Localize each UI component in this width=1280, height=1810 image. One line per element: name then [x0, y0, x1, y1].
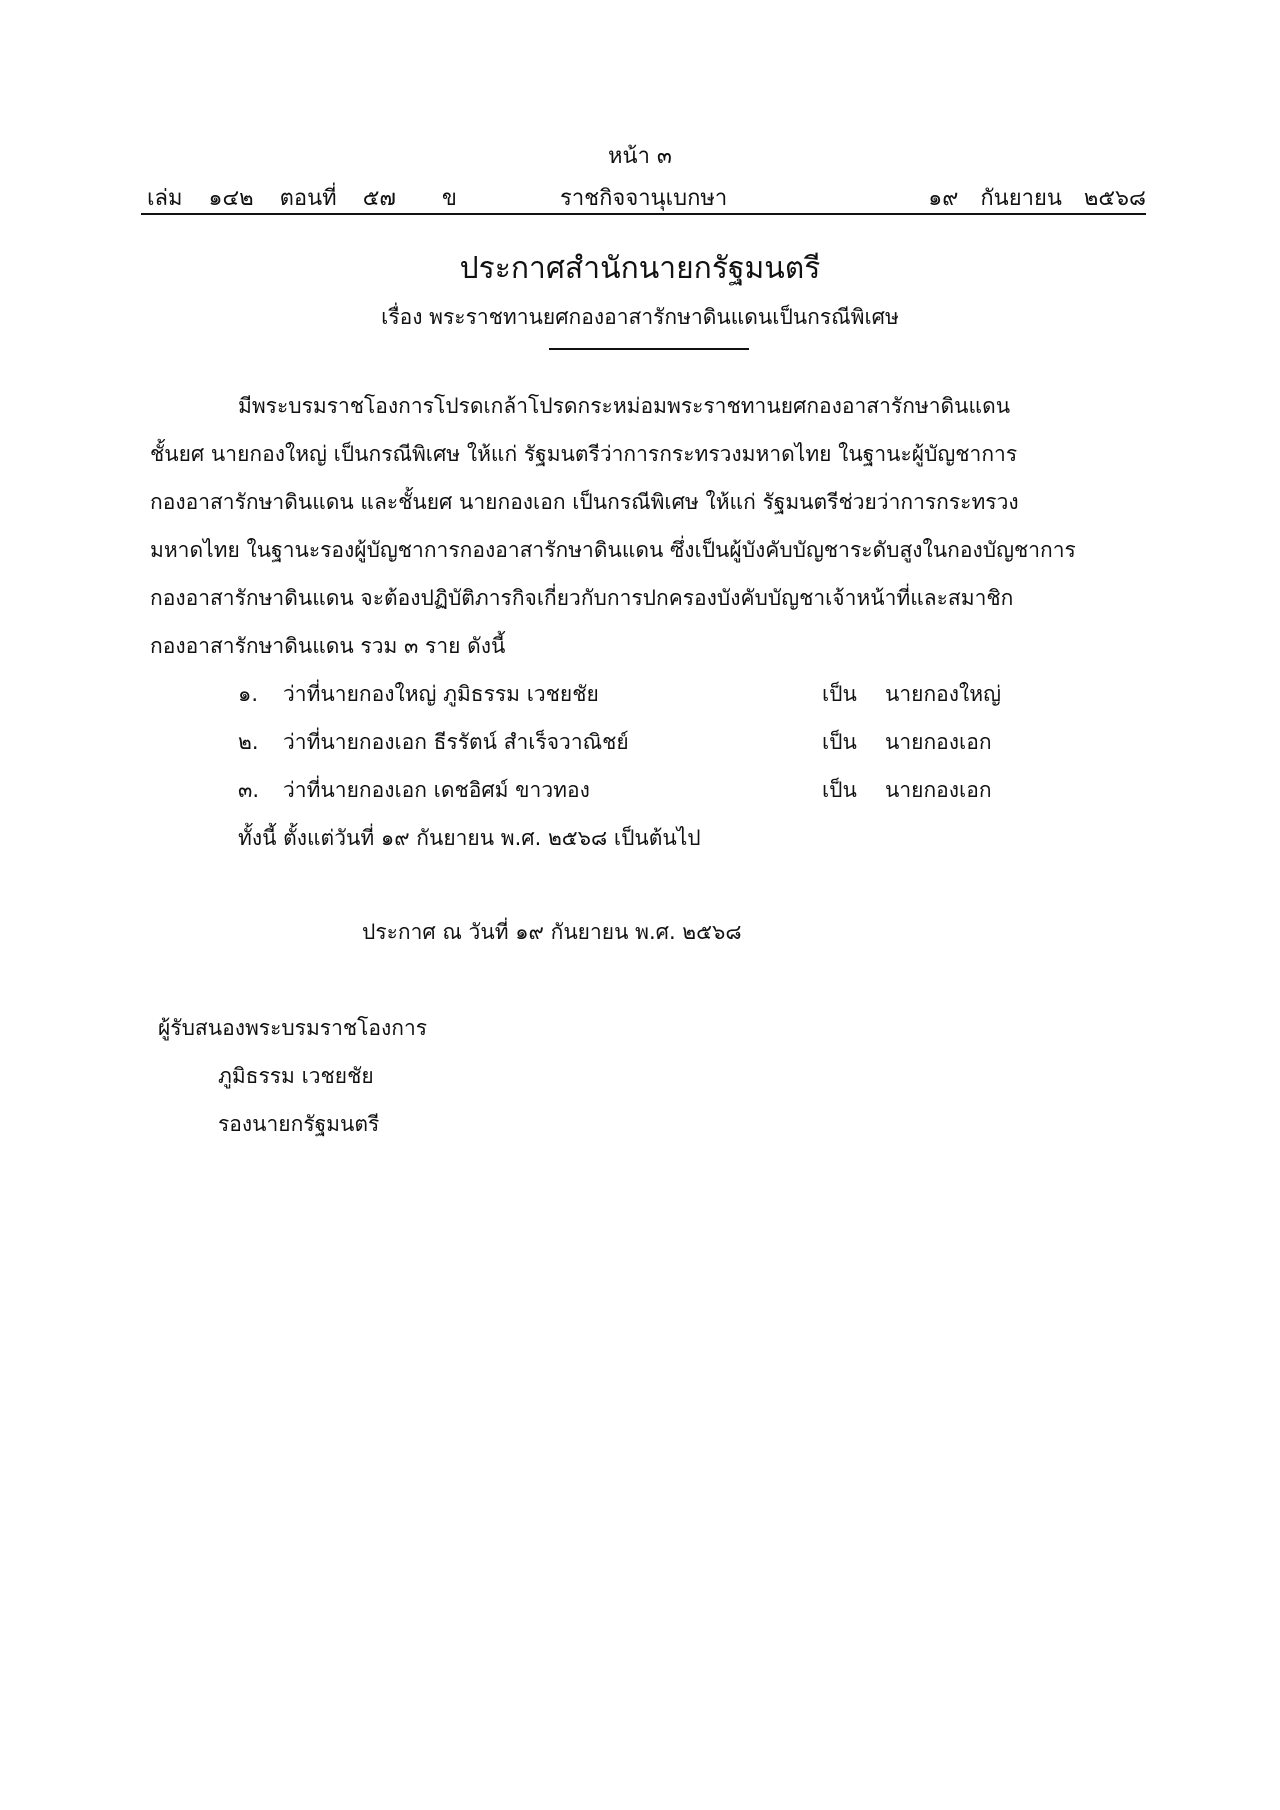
- body-line: มีพระบรมราชโองการโปรดเกล้าโปรดกระหม่อมพระราชทานยศกองอาสารักษาดินแดน: [238, 394, 1011, 418]
- body-line: ชั้นยศ นายกองใหญ่ เป็นกรณีพิเศษ ให้แก่ รัฐมนตรีว่าการกระทรวงมหาดไทย ในฐานะผู้บัญชาการ: [150, 442, 1018, 466]
- section-number: ๕๗: [362, 186, 396, 211]
- appointee-name: ว่าที่นายกองใหญ่ ภูมิธรรม เวชยชัย: [283, 682, 599, 706]
- appointee-number: ๒.: [238, 730, 259, 754]
- document-title: ประกาศสำนักนายกรัฐมนตรี: [459, 251, 821, 286]
- header-divider: [141, 213, 1146, 215]
- date-day: ๑๙: [928, 186, 959, 211]
- appointee-number: ๓.: [238, 778, 260, 802]
- appointee-number: ๑.: [238, 682, 259, 706]
- gazette-volume-info: [147, 180, 483, 215]
- subject-divider: [549, 348, 749, 350]
- section-label: ตอนที่: [279, 186, 337, 211]
- appointee-as: เป็น: [822, 730, 857, 754]
- volume-number: ๑๔๒: [208, 186, 254, 211]
- appointee-rank: นายกองเอก: [885, 778, 992, 802]
- body-line: มหาดไทย ในฐานะรองผู้บัญชาการกองอาสารักษาดินแดน ซึ่งเป็นผู้บังคับบัญชาระดับสูงในกองบัญชาการ: [150, 538, 1076, 562]
- date-month: กันยายน: [980, 186, 1062, 211]
- date-year: ๒๕๖๘: [1083, 186, 1146, 211]
- page-number: หน้า ๓: [608, 144, 672, 169]
- appointee-as: เป็น: [822, 682, 857, 706]
- announcement-date: ประกาศ ณ วันที่ ๑๙ กันยายน พ.ศ. ๒๕๖๘: [362, 920, 742, 944]
- document-subject: เรื่อง พระราชทานยศกองอาสารักษาดินแดนเป็นกรณีพิเศษ: [381, 305, 899, 329]
- signer-name: ภูมิธรรม เวชยชัย: [218, 1064, 374, 1088]
- part-letter: ข: [441, 186, 457, 211]
- body-line: กองอาสารักษาดินแดน รวม ๓ ราย ดังนี้: [150, 634, 506, 658]
- signer-title: รองนายกรัฐมนตรี: [218, 1112, 380, 1136]
- appointee-name: ว่าที่นายกองเอก เดชอิศม์ ขาวทอง: [283, 778, 590, 802]
- appointee-rank: นายกองใหญ่: [885, 682, 1002, 706]
- volume-label: เล่ม: [147, 186, 183, 211]
- appointee-name: ว่าที่นายกองเอก ธีรรัตน์ สำเร็จวาณิชย์: [283, 730, 629, 754]
- appointee-rank: นายกองเอก: [885, 730, 992, 754]
- gazette-name: ราชกิจจานุเบกษา: [560, 186, 728, 211]
- body-line: กองอาสารักษาดินแดน และชั้นยศ นายกองเอก เป็นกรณีพิเศษ ให้แก่ รัฐมนตรีช่วยว่าการกระทรวง: [150, 490, 1019, 514]
- appointee-as: เป็น: [822, 778, 857, 802]
- effective-date: ทั้งนี้ ตั้งแต่วันที่ ๑๙ กันยายน พ.ศ. ๒๕๖๘ เป็นต้นไป: [238, 826, 701, 850]
- body-line: กองอาสารักษาดินแดน จะต้องปฏิบัติภารกิจเกี่ยวกับการปกครองบังคับบัญชาเจ้าหน้าที่และสมาชิก: [150, 586, 1014, 610]
- gazette-date: [906, 180, 1146, 215]
- countersign-label: ผู้รับสนองพระบรมราชโองการ: [158, 1016, 428, 1040]
